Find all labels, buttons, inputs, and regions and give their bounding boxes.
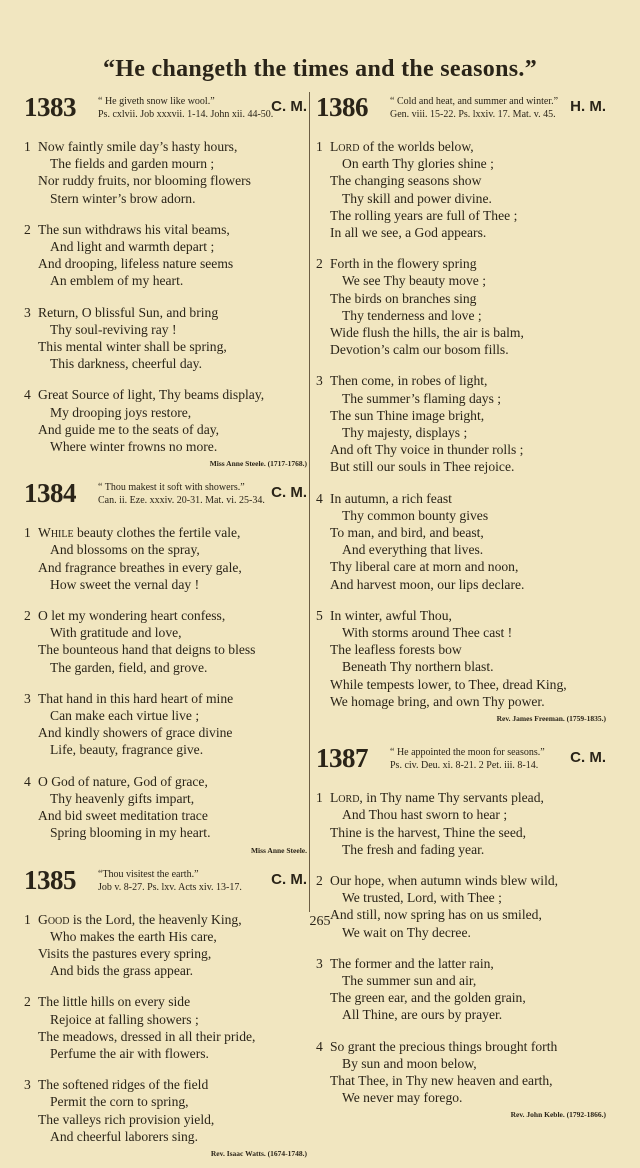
verse-line: And cheerful laborers sing.: [50, 1128, 198, 1144]
verse-line: Where winter frowns no more.: [50, 439, 218, 455]
stanza: [24, 221, 307, 290]
hymn-author: Rev. James Freeman. (1759-1835.): [496, 714, 606, 724]
stanza-number: 1: [24, 139, 31, 154]
verse-line: The rolling years are full of Thee ;: [330, 207, 518, 223]
left-column: [24, 92, 307, 1168]
verse-line: Nor ruddy fruits, nor blooming flowers: [38, 173, 251, 189]
hymn-number: 1385: [24, 864, 76, 895]
verse-text: Now faintly smile day’s hasty hours,: [38, 139, 238, 154]
hymn-header: [316, 92, 606, 132]
verse-line: The summer’s flaming days ;: [342, 390, 502, 406]
verse-line: [24, 993, 307, 1010]
hymn-references: Ps. civ. Deu. xi. 8-21. 2 Pet. iii. 8-14.: [390, 760, 539, 772]
verse-line: And bid sweet meditation trace: [38, 808, 208, 824]
verse-line: And harvest moon, our lips declare.: [330, 576, 525, 592]
verse-text: O let my wondering heart confess,: [38, 608, 226, 624]
verse-line: The garden, field, and grove.: [50, 659, 208, 675]
verse-line: With storms around Thee cast !: [342, 625, 513, 641]
hymn-author: Rev. Isaac Watts. (1674-1748.): [210, 1148, 307, 1158]
verse-line: Devotion’s calm our bosom fills.: [330, 342, 509, 358]
verse-line: The fields and garden mourn ;: [50, 156, 215, 172]
stanza: [24, 993, 307, 1062]
page-number: 265: [309, 914, 331, 929]
verse-line: Thine is the harvest, Thine the seed,: [330, 824, 527, 840]
verse-line: Visits the pastures every spring,: [38, 945, 212, 961]
verse-line: [24, 1076, 307, 1093]
verse-line: And drooping, lifeless nature seems: [38, 256, 234, 272]
verse-text: In autumn, a rich feast: [330, 490, 452, 506]
stanza-number: 3: [24, 1077, 31, 1093]
stanza: [316, 490, 606, 593]
verse-line: And bids the grass appear.: [50, 963, 194, 979]
verse-line: We wait on Thy decree.: [342, 924, 471, 940]
stanza: [24, 690, 307, 759]
verse-text: Then come, in robes of light,: [330, 373, 488, 389]
verse-line: [316, 955, 606, 972]
stanza: [316, 607, 606, 710]
verse-text: Our hope, when autumn winds blew wild,: [330, 872, 559, 888]
verse-line: With gratitude and love,: [50, 625, 182, 641]
verse-line: We see Thy beauty move ;: [342, 273, 486, 289]
verse-line: All Thine, are ours by prayer.: [342, 1007, 503, 1023]
stanza: [24, 138, 307, 207]
verse-line: That Thee, in Thy new heaven and earth,: [330, 1072, 553, 1088]
verse-line: The sun Thine image bright,: [330, 407, 485, 423]
verse-line: [316, 138, 606, 155]
verse-line: The changing seasons show: [330, 173, 482, 189]
stanza-number: 2: [24, 221, 31, 237]
verse-line: Thy heavenly gifts impart,: [50, 790, 195, 806]
verse-line: Permit the corn to spring,: [50, 1094, 189, 1110]
verse-line: An emblem of my heart.: [50, 273, 184, 289]
verse-line: And fragrance breathes in every gale,: [38, 559, 242, 575]
stanza: [24, 607, 307, 676]
verse-line: This mental winter shall be spring,: [38, 339, 227, 355]
verse-text: is the Lord, the heavenly King,: [69, 911, 242, 927]
hymn-1384: [24, 478, 307, 854]
verse-line: And light and warmth depart ;: [50, 239, 215, 255]
stanza-number: 1: [24, 911, 31, 927]
hymn-header: [24, 92, 307, 132]
stanza-number: 2: [24, 608, 31, 624]
column-divider: [309, 92, 310, 912]
verse-line: [24, 524, 307, 541]
verse-text: So grant the precious things brought forth: [330, 1038, 558, 1054]
stanza: [24, 524, 307, 593]
verse-line: On earth Thy glories shine ;: [342, 156, 494, 172]
verse-lead-word: Lord: [330, 790, 360, 806]
stanza: [316, 372, 606, 475]
verse-line: Rejoice at falling showers ;: [50, 1011, 199, 1027]
verse-line: [24, 304, 307, 321]
hymn-title: “Thou visitest the earth.”: [98, 868, 199, 880]
verse-line: The green ear, and the golden grain,: [330, 990, 526, 1006]
hymn-number: 1383: [24, 92, 76, 122]
verse-line: This darkness, cheerful day.: [50, 356, 202, 372]
stanza-number: 4: [24, 773, 31, 789]
stanza: [316, 872, 606, 941]
verse-line: [316, 1038, 606, 1055]
verse-line: My drooping joys restore,: [50, 404, 192, 420]
hymn-title: “ He appointed the moon for seasons.”: [390, 747, 545, 759]
stanza: [24, 773, 307, 842]
verse-line: The valleys rich provision yield,: [38, 1111, 215, 1127]
verse-line: The summer sun and air,: [342, 972, 477, 988]
verse-line: Perfume the air with flowers.: [50, 1045, 209, 1061]
verse-line: The fresh and fading year.: [342, 841, 485, 857]
verse-line: Thy majesty, displays ;: [342, 425, 468, 441]
verse-line: And still, now spring has on us smiled,: [330, 907, 542, 923]
stanza: [24, 1076, 307, 1145]
verse-line: [316, 255, 606, 272]
stanza-number: 2: [316, 872, 323, 888]
verse-line: [24, 773, 307, 790]
verse-line: While tempests lower, to Thee, dread King,: [330, 676, 567, 692]
verse-line: [316, 607, 606, 624]
hymn-header: [24, 478, 307, 518]
verse-line: Can make each virtue live ;: [50, 708, 200, 724]
verse-text: beauty clothes the fertile vale,: [73, 525, 241, 541]
verse-text: The softened ridges of the field: [38, 1077, 209, 1093]
verse-line: Thy skill and power divine.: [342, 190, 492, 206]
hymn-meter: C. M.: [570, 749, 606, 767]
stanza: [24, 304, 307, 373]
verse-line: [316, 490, 606, 507]
stanza-number: 3: [24, 690, 31, 706]
stanza-number: 3: [316, 373, 323, 389]
verse-line: Thy liberal care at morn and noon,: [330, 559, 519, 575]
hymn-author: Miss Anne Steele.: [250, 845, 307, 855]
verse-lead-word: Good: [38, 911, 70, 927]
hymn-title: “ Thou makest it soft with showers.”: [98, 482, 245, 494]
stanza: [316, 955, 606, 1024]
stanza: [316, 255, 606, 358]
stanza-number: 1: [316, 790, 323, 806]
verse-line: And Thou hast sworn to hear ;: [342, 807, 508, 823]
verse-line: Who makes the earth His care,: [50, 928, 217, 944]
hymn-header: [24, 865, 307, 905]
hymn-1383: [24, 92, 307, 468]
stanza-number: 3: [24, 304, 31, 320]
hymn-header: [316, 743, 606, 783]
stanza: [24, 386, 307, 455]
verse-line: Spring blooming in my heart.: [50, 825, 211, 841]
stanza-number: 1: [24, 525, 31, 541]
verse-line: [24, 690, 307, 707]
verse-line: Thy soul-reviving ray !: [50, 321, 177, 337]
verse-lead-word: Lord: [330, 139, 360, 154]
verse-line: We homage bring, and own Thy power.: [330, 693, 545, 709]
verse-line: We trusted, Lord, with Thee ;: [342, 890, 502, 906]
verse-text: Great Source of light, Thy beams display,: [38, 387, 265, 403]
hymn-1385: [24, 865, 307, 1158]
verse-line: [316, 872, 606, 889]
hymn-meter: H. M.: [570, 98, 606, 115]
hymn-title: “ He giveth snow like wool.”: [98, 96, 215, 107]
verse-line: The meadows, dressed in all their pride,: [38, 1028, 256, 1044]
verse-line: But still our souls in Thee rejoice.: [330, 459, 515, 475]
verse-line: [316, 372, 606, 389]
verse-text: In winter, awful Thou,: [330, 607, 452, 623]
stanza-number: 2: [316, 256, 323, 272]
stanza-number: 4: [24, 387, 31, 403]
hymn-references: Gen. viii. 15-22. Ps. lxxiv. 17. Mat. v. 45.: [390, 109, 556, 120]
verse-line: [24, 607, 307, 624]
verse-line: The leafless forests bow: [330, 642, 462, 658]
hymn-references: Job v. 8-27. Ps. lxv. Acts xiv. 13-17.: [98, 881, 242, 893]
verse-line: To man, and bird, and beast,: [330, 525, 484, 541]
hymn-author: Miss Anne Steele. (1717-1768.): [209, 459, 307, 469]
stanza: [316, 138, 606, 241]
hymn-number: 1386: [316, 92, 368, 122]
verse-text: That hand in this hard heart of mine: [38, 690, 234, 706]
verse-line: Life, beauty, fragrance give.: [50, 742, 204, 758]
hymn-1386: [316, 92, 606, 723]
verse-line: [24, 221, 307, 238]
verse-line: We never may forego.: [342, 1090, 463, 1106]
verse-line: Beneath Thy northern blast.: [342, 659, 494, 675]
verse-line: And oft Thy voice in thunder rolls ;: [330, 442, 524, 458]
hymn-references: Ps. cxlvii. Job xxxvii. 1-14. John xii. 44-50.: [98, 109, 274, 120]
verse-line: By sun and moon below,: [342, 1055, 477, 1071]
verse-line: Wide flush the hills, the air is balm,: [330, 325, 524, 341]
verse-line: [316, 789, 606, 806]
verse-text: O God of nature, God of grace,: [38, 773, 208, 789]
page-heading: “He changeth the times and the seasons.”: [102, 56, 537, 82]
verse-line: Stern winter’s brow adorn.: [50, 190, 196, 206]
hymn-number: 1387: [316, 743, 368, 774]
verse-line: The bounteous hand that deigns to bless: [38, 642, 256, 658]
hymn-1387: [316, 743, 606, 1119]
hymn-meter: C. M.: [271, 870, 307, 888]
verse-line: And kindly showers of grace divine: [38, 725, 233, 741]
stanza-number: 1: [316, 139, 323, 154]
hymn-meter: C. M.: [271, 484, 307, 502]
verse-line: And everything that lives.: [342, 542, 484, 558]
hymn-author: Rev. John Keble. (1792-1866.): [510, 1110, 606, 1120]
verse-lead-word: While: [38, 525, 74, 541]
stanza-number: 4: [316, 1038, 323, 1054]
stanza-number: 2: [24, 994, 31, 1010]
verse-line: The birds on branches sing: [330, 290, 477, 306]
verse-text: Return, O blissful Sun, and bring: [38, 304, 219, 320]
verse-line: And guide me to the seats of day,: [38, 421, 220, 437]
verse-line: In all we see, a God appears.: [330, 225, 487, 241]
hymn-number: 1384: [24, 478, 76, 509]
stanza: [316, 1038, 606, 1107]
hymn-references: Can. ii. Eze. xxxiv. 20-31. Mat. vi. 25-34.: [98, 495, 265, 507]
verse-line: [24, 386, 307, 403]
verse-line: Thy common bounty gives: [342, 507, 489, 523]
verse-text: Forth in the flowery spring: [330, 256, 477, 272]
stanza-number: 3: [316, 955, 323, 971]
verse-line: How sweet the vernal day !: [50, 576, 200, 592]
verse-text: The sun withdraws his vital beams,: [38, 221, 230, 237]
stanza-number: 4: [316, 490, 323, 506]
verse-text: The little hills on every side: [38, 994, 191, 1010]
stanza: [316, 789, 606, 858]
verse-line: And blossoms on the spray,: [50, 542, 200, 558]
verse-line: Thy tenderness and love ;: [342, 307, 482, 323]
right-column: [316, 92, 606, 1129]
verse-text: , in Thy name Thy servants plead,: [359, 790, 544, 806]
stanza-number: 5: [316, 607, 323, 623]
verse-text: of the worlds below,: [359, 139, 474, 154]
verse-line: [24, 138, 307, 155]
verse-text: The former and the latter rain,: [330, 955, 494, 971]
hymn-meter: C. M.: [271, 98, 307, 115]
hymn-title: “ Cold and heat, and summer and winter.”: [390, 96, 559, 107]
